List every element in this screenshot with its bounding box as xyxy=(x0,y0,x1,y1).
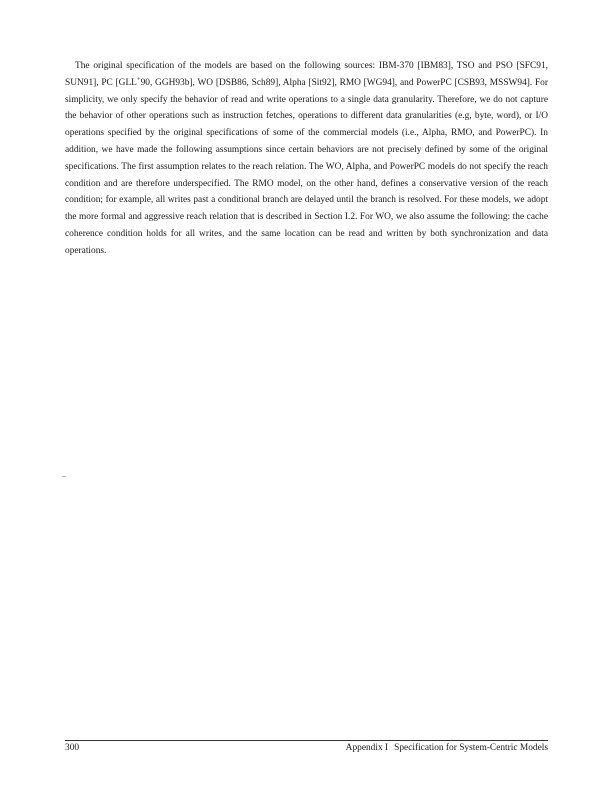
paragraph-text-part1: The original specification of the models are based on the following sources: IBM-370 [IBM83], TSO and PSO [SFC91, SUN91], PC [GLL xyxy=(65,61,548,88)
body-paragraph xyxy=(65,58,548,260)
appendix-label: Appendix I xyxy=(345,743,389,753)
page-footer xyxy=(65,743,548,757)
superscript-plus: + xyxy=(136,75,141,83)
page-number: 300 xyxy=(65,743,80,753)
footer-rule xyxy=(65,740,548,741)
chapter-title: Specification for System-Centric Models xyxy=(394,743,548,753)
scan-artifact-mark xyxy=(62,476,66,477)
paragraph-text-part2: 90, GGH93b], WO [DSB86, Sch89], Alpha [Sit92], RMO [WG94], and PowerPC [CSB93, MSSW94]. For simplicity, we only specify the behavior of read and write operations to a single data granularity. Therefore, we do not capture the behavior of other operations such as instruction fetches, operations to different data granularities (e.g, byte, word), or I/O operations specified by the original specifications of some of the commercial models (i.e., Alpha, RMO, and PowerPC). In addition, we have made the following assumptions since certain behaviors are not precisely defined by some of the original specifications. The first assumption relates to the reach relation. The WO, Alpha, and PowerPC models do not specify the reach condition and are therefore underspecified. The RMO model, on the other hand, defines a conservative version of the reach condition; for example, all writes past a conditional branch are delayed until the branch is resolved. For these models, we adopt the more formal and aggressive reach relation that is described in Section I.2. For WO, we also assume the following: the cache coherence condition holds for all writes, and the same location can be read and written by both synchronization and data operations. xyxy=(65,77,548,256)
running-title xyxy=(346,743,548,753)
